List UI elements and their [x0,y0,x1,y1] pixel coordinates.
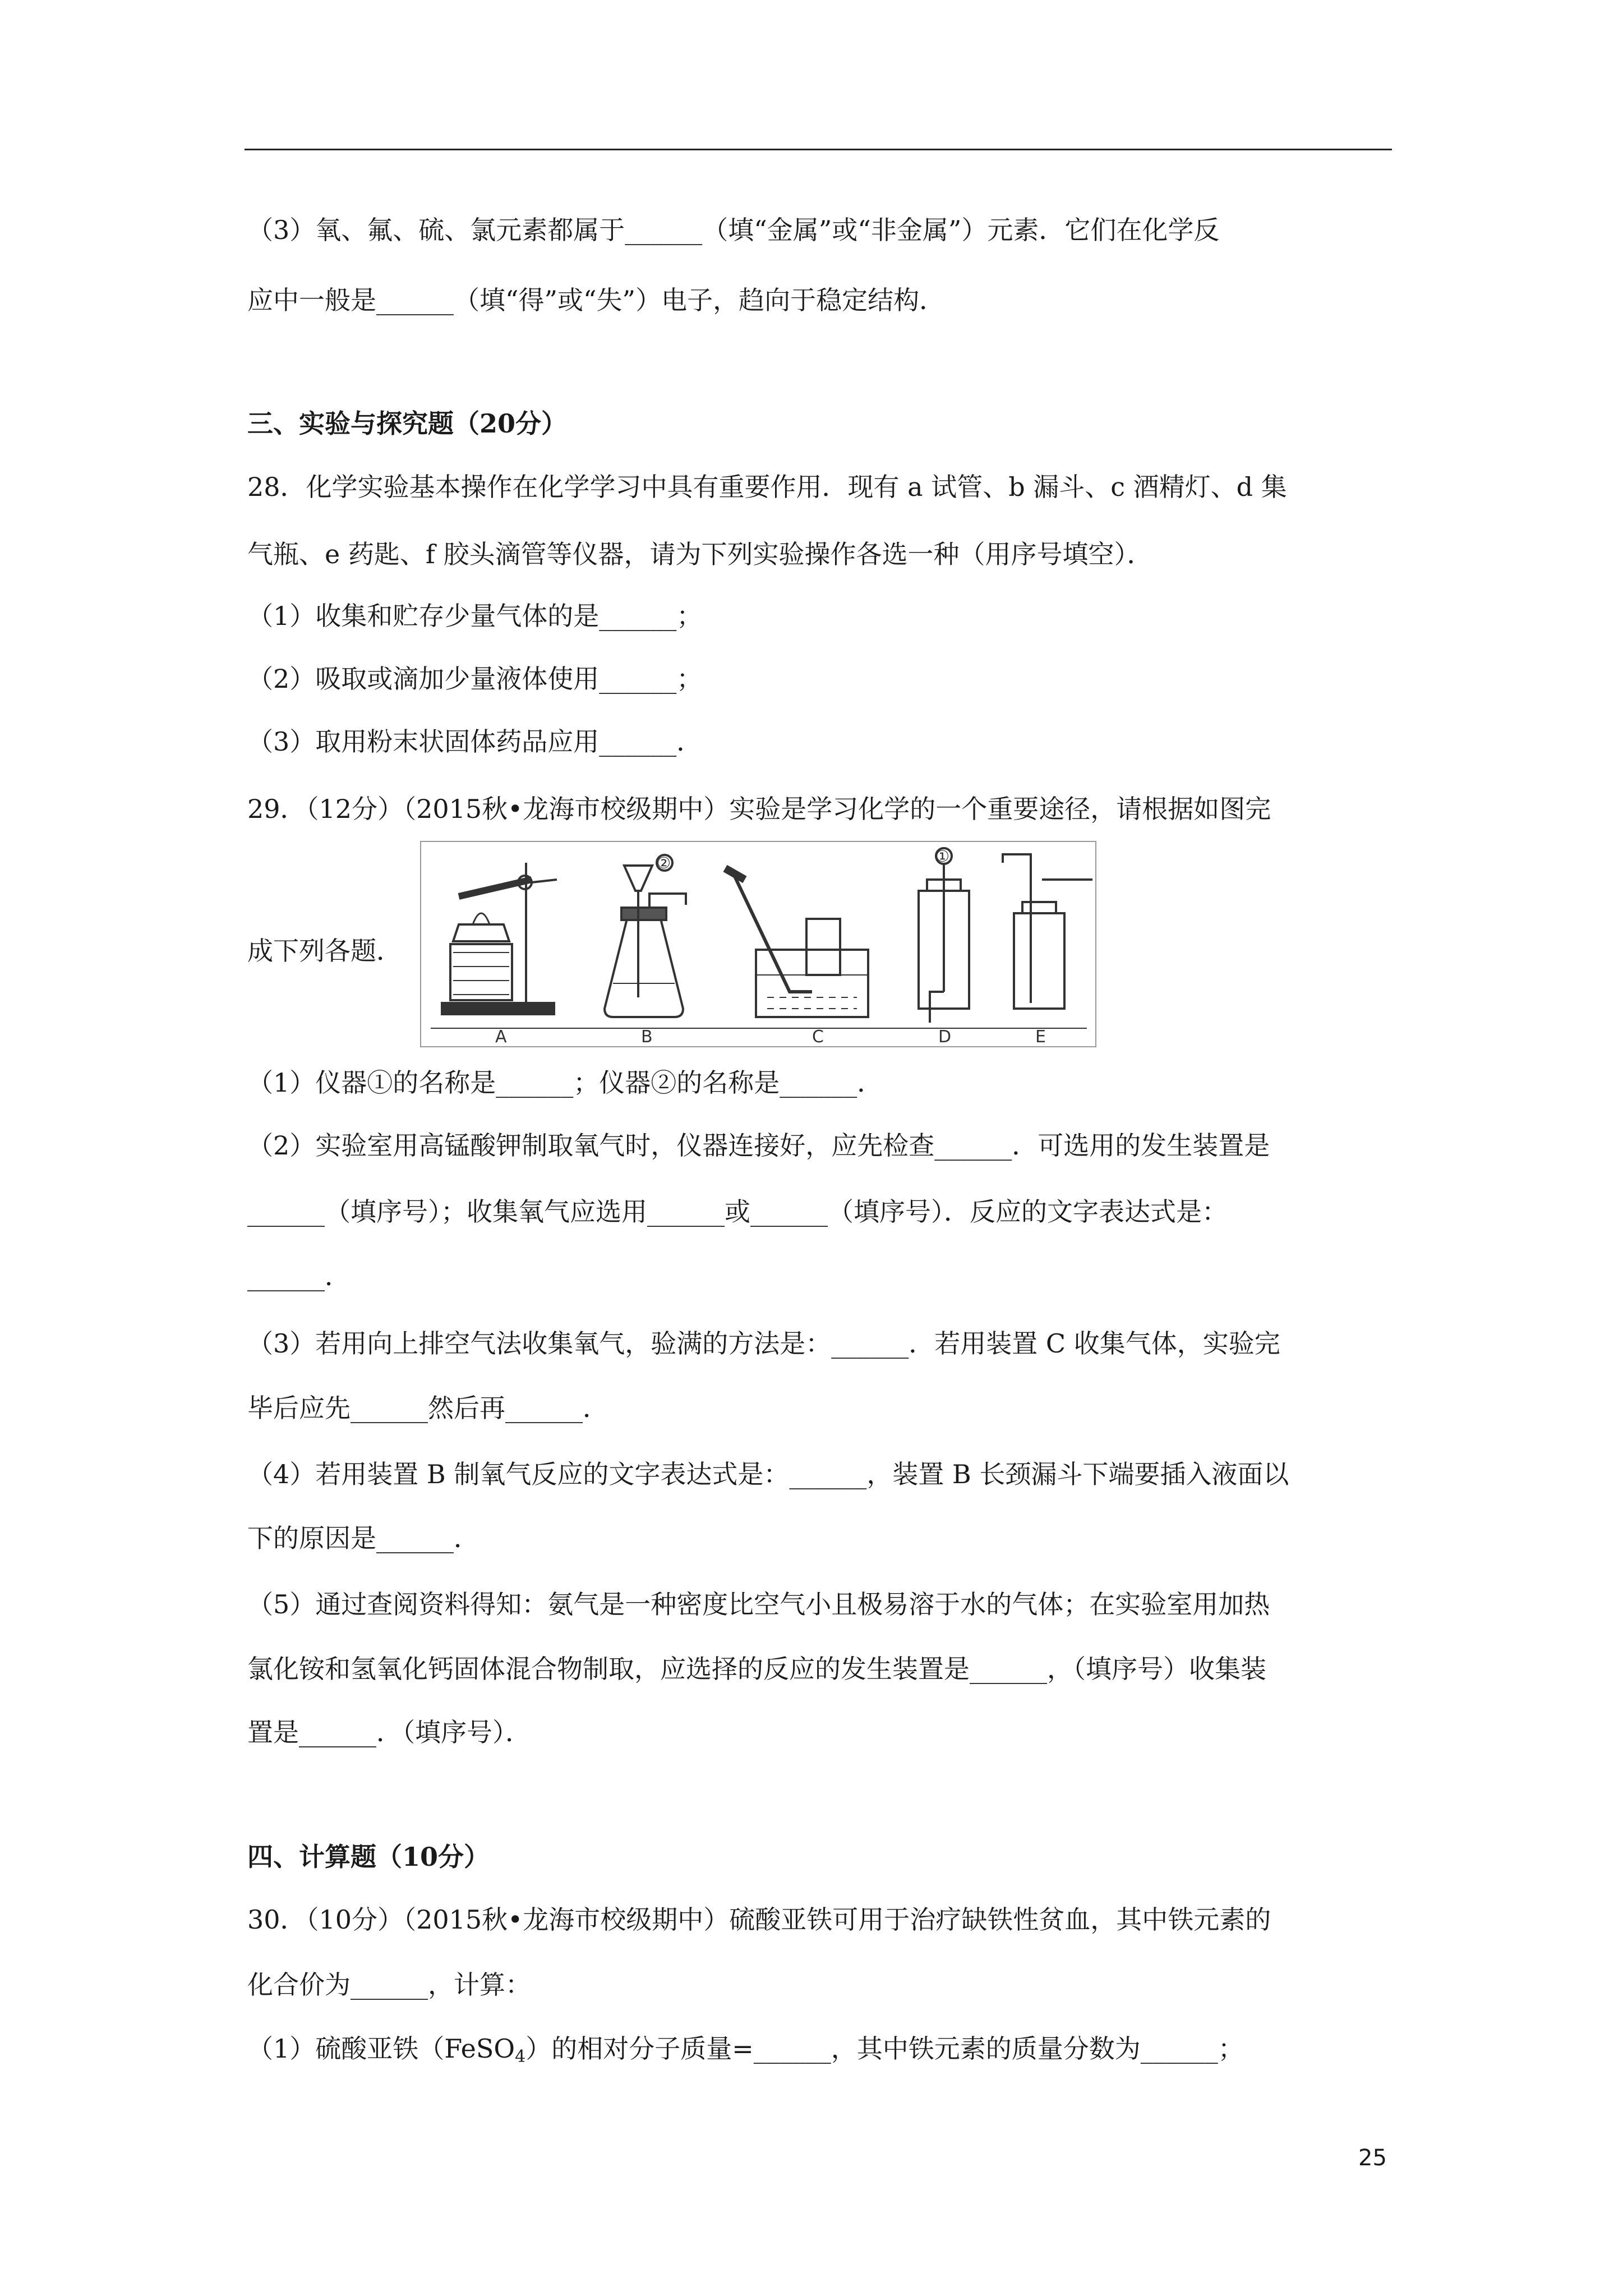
text-line-q28-a: 28．化学实验基本操作在化学学习中具有重要作用．现有 a 试管、b 漏斗、c 酒精灯、d 集 [247,472,1287,502]
text-line-q29-b: 成下列各题． [247,936,402,966]
text-line-q28-1: （1）收集和贮存少量气体的是______； [247,601,703,631]
page-number: 25 [1358,2145,1387,2171]
text-line-q29-5b: 氯化铵和氢氧化钙固体混合物制取，应选择的反应的发生装置是______，（填序号）收集装 [247,1654,1266,1684]
figure-label-b: B [641,1027,653,1047]
figure-marker-1: ① [935,847,950,866]
text-line-q29-5a: （5）通过查阅资料得知：氨气是一种密度比空气小且极易溶于水的气体；在实验室用加热 [247,1589,1270,1619]
figure-label-e: E [1035,1027,1046,1047]
text-line-q29-2a: （2）实验室用高锰酸钾制取氧气时，仪器连接好，应先检查______．可选用的发生装置是 [247,1130,1270,1161]
q30-part1-line [247,2032,1244,2074]
text-line-q28-3: （3）取用粉末状固体药品应用______． [247,726,703,757]
text-line-q29-3a: （3）若用向上排空气法收集氧气，验满的方法是：______．若用装置 C 收集气体，实验完 [247,1328,1280,1359]
figure-label-c: C [812,1027,824,1047]
figure-label-a: A [495,1027,507,1047]
text-line-q27-3-b: 应中一般是______（填“得”或“失”）电子，趋向于稳定结构． [247,285,946,315]
header-rule [245,149,1392,150]
q30-part1-after: ）的相对分子质量=______，其中铁元素的质量分数为______； [525,2033,1244,2064]
text-line-sec4-heading: 四、计算题（10分） [247,1842,490,1872]
text-line-q29-2b: ______（填序号）；收集氧气应选用______或______（填序号）．反应的文字表达式是： [247,1197,1228,1227]
text-line-q30-a: 30．（10分）（2015秋•龙海市校级期中）硫酸亚铁可用于治疗缺铁性贫血，其中铁元素的 [247,1904,1271,1935]
text-line-q29-3b: 毕后应先______然后再______． [247,1393,608,1423]
q30-part1-before: （1）硫酸亚铁（FeSO [247,2033,515,2064]
apparatus-e [1003,854,1092,1009]
figure-marker-2: ② [657,854,671,872]
text-line-q29-4a: （4）若用装置 B 制氧气反应的文字表达式是：______，装置 B 长颈漏斗下端要插入液面以 [247,1459,1289,1489]
text-line-q28-2: （2）吸取或滴加少量液体使用______； [247,664,703,694]
text-line-q29-1: （1）仪器①的名称是______；仪器②的名称是______． [247,1068,883,1098]
text-line-q28-b: 气瓶、e 药匙、f 胶头滴管等仪器，请为下列实验操作各选一种（用序号填空）． [247,539,1153,569]
text-line-q29-2c: ______． [247,1261,351,1291]
figure-label-d: D [938,1027,952,1047]
apparatus-a [442,863,557,1014]
text-line-sec3-heading: 三、实验与探究题（20分） [247,408,568,439]
apparatus-b [605,855,686,1017]
text-line-q29-a: 29．（12分）（2015秋•龙海市校级期中）实验是学习化学的一个重要途径，请根据如图完 [247,794,1271,824]
lab-apparatus-figure [419,840,1097,1048]
text-line-q27-3-a: （3）氧、氟、硫、氯元素都属于______（填“金属”或“非金属”）元素．它们在化学反 [247,215,1220,245]
q30-part1-subscript: 4 [515,2047,526,2067]
text-line-q30-b: 化合价为______，计算： [247,1970,531,2000]
apparatus-d [919,848,969,1023]
apparatus-c [725,868,868,1017]
text-line-q29-5c: 置是______．（填序号）． [247,1717,531,1747]
text-line-q29-4b: 下的原因是______． [247,1523,479,1553]
